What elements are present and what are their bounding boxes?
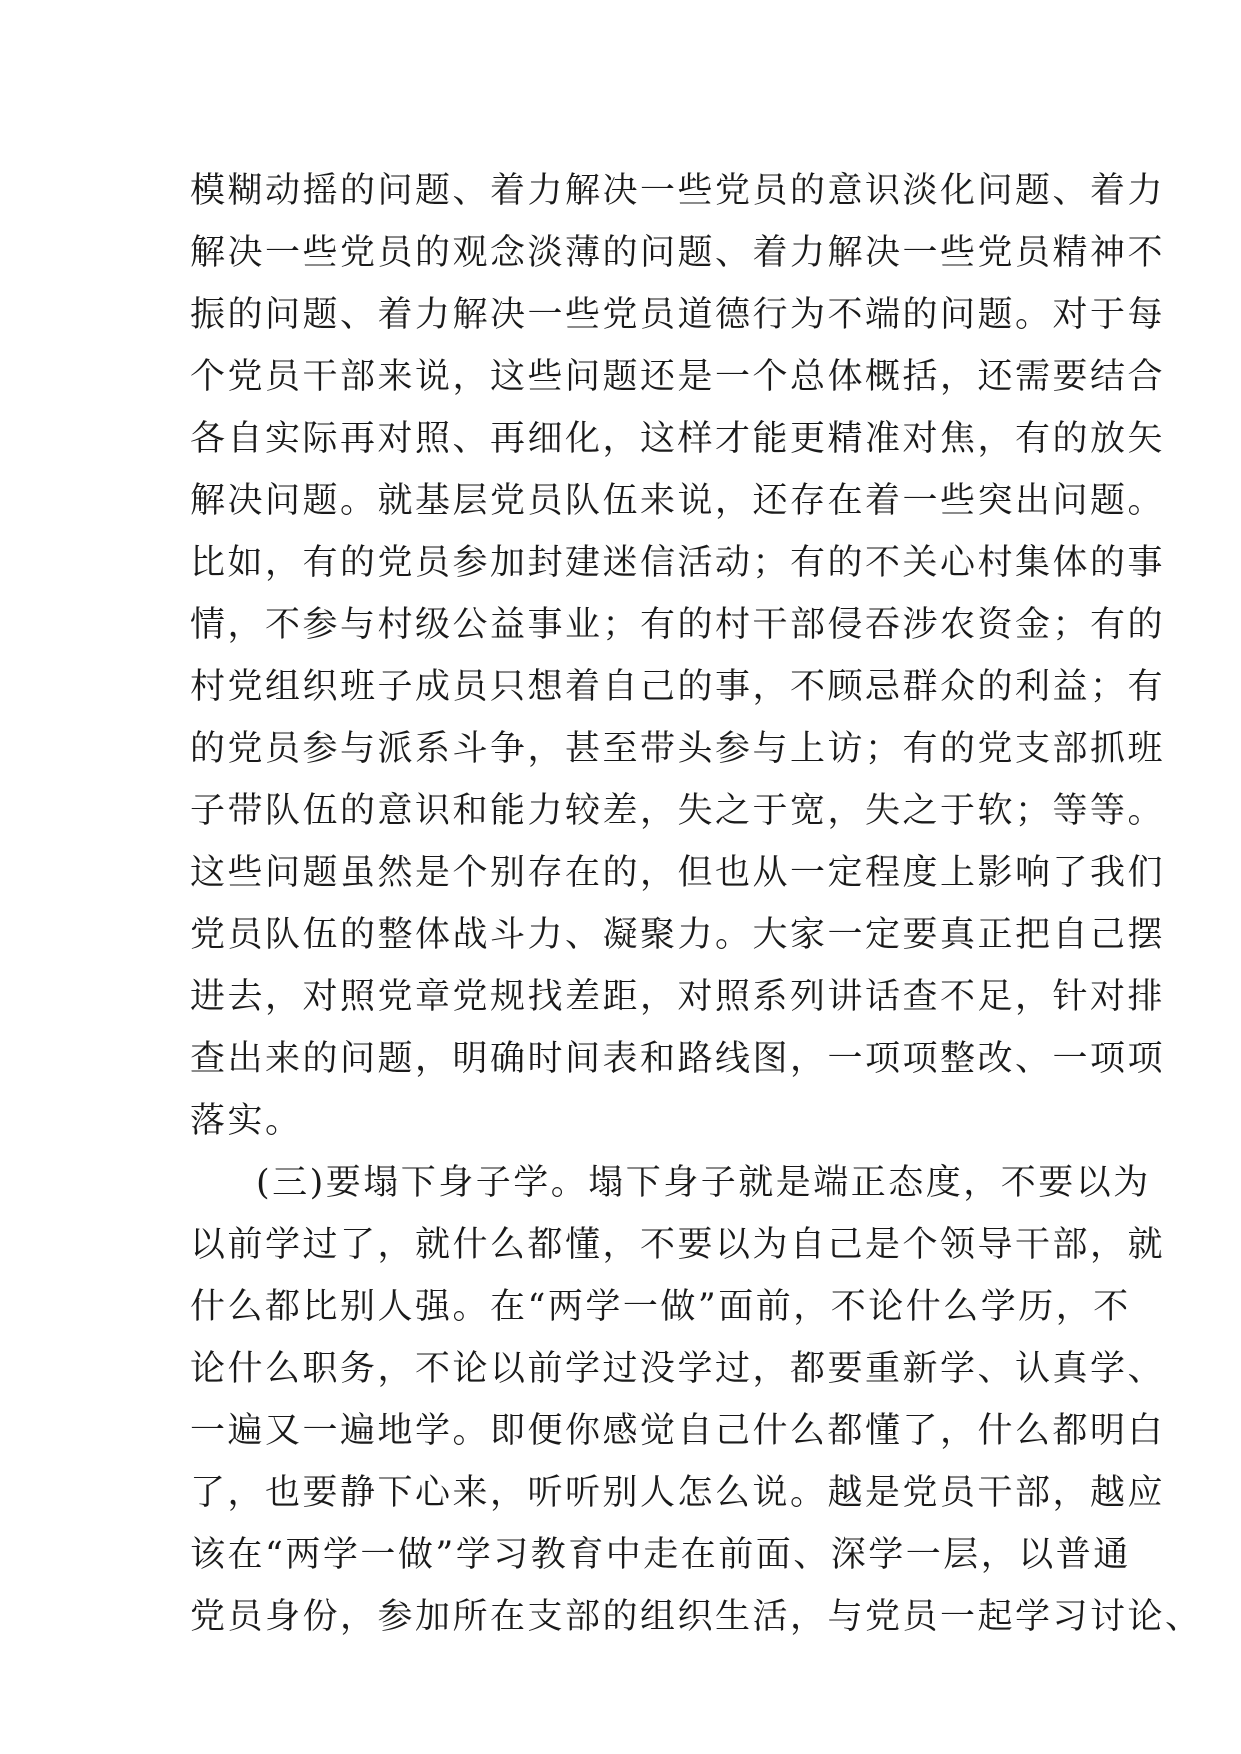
body-text [190,160,1203,1648]
text-line-indented: (三)要塌下身子学。塌下身子就是端正态度，不要以为 [256,1163,1151,1203]
text-line: 以前学过了，就什么都懂，不要以为自己是个领导干部，就 [190,1225,1166,1265]
text-line: 党员身份，参加所在支部的组织生活，与党员一起学习讨论、 [190,1597,1203,1637]
text-line: 了，也要静下心来，听听别人怎么说。越是党员干部，越应 [190,1473,1166,1513]
text-line: 的党员参与派系斗争，甚至带头参与上访；有的党支部抓班 [190,729,1166,769]
text-line: 振的问题、着力解决一些党员道德行为不端的问题。对于每 [190,295,1166,335]
text-line: 论什么职务，不论以前学过没学过，都要重新学、认真学、 [190,1349,1166,1389]
text-line: 村党组织班子成员只想着自己的事，不顾忌群众的利益；有 [190,667,1166,707]
text-line: 解决问题。就基层党员队伍来说，还存在着一些突出问题。 [190,481,1166,521]
text-line: 查出来的问题，明确时间表和路线图，一项项整改、一项项 [190,1039,1166,1079]
paragraph-1 [190,160,1166,1152]
text-line: 什么都比别人强。在“两学一做”面前，不论什么学历，不 [190,1287,1131,1327]
text-line: 个党员干部来说，这些问题还是一个总体概括，还需要结合 [190,357,1166,397]
text-line: 各自实际再对照、再细化，这样才能更精准对焦，有的放矢 [190,419,1166,459]
text-line: 比如，有的党员参加封建迷信活动；有的不关心村集体的事 [190,543,1166,583]
text-line: 模糊动摇的问题、着力解决一些党员的意识淡化问题、着力 [190,171,1166,211]
text-line: 该在“两学一做”学习教育中走在前面、深学一层，以普通 [190,1535,1131,1575]
paragraph-2 [190,1152,1203,1648]
text-line: 解决一些党员的观念淡薄的问题、着力解决一些党员精神不 [190,233,1166,273]
text-line: 进去，对照党章党规找差距，对照系列讲话查不足，针对排 [190,977,1166,1017]
text-line: 落实。 [190,1101,303,1141]
text-line: 党员队伍的整体战斗力、凝聚力。大家一定要真正把自己摆 [190,915,1166,955]
text-line: 子带队伍的意识和能力较差，失之于宽，失之于软；等等。 [190,791,1166,831]
text-line: 情，不参与村级公益事业；有的村干部侵吞涉农资金；有的 [190,605,1166,645]
text-line: 一遍又一遍地学。即便你感觉自己什么都懂了，什么都明白 [190,1411,1166,1451]
text-line: 这些问题虽然是个别存在的，但也从一定程度上影响了我们 [190,853,1166,893]
